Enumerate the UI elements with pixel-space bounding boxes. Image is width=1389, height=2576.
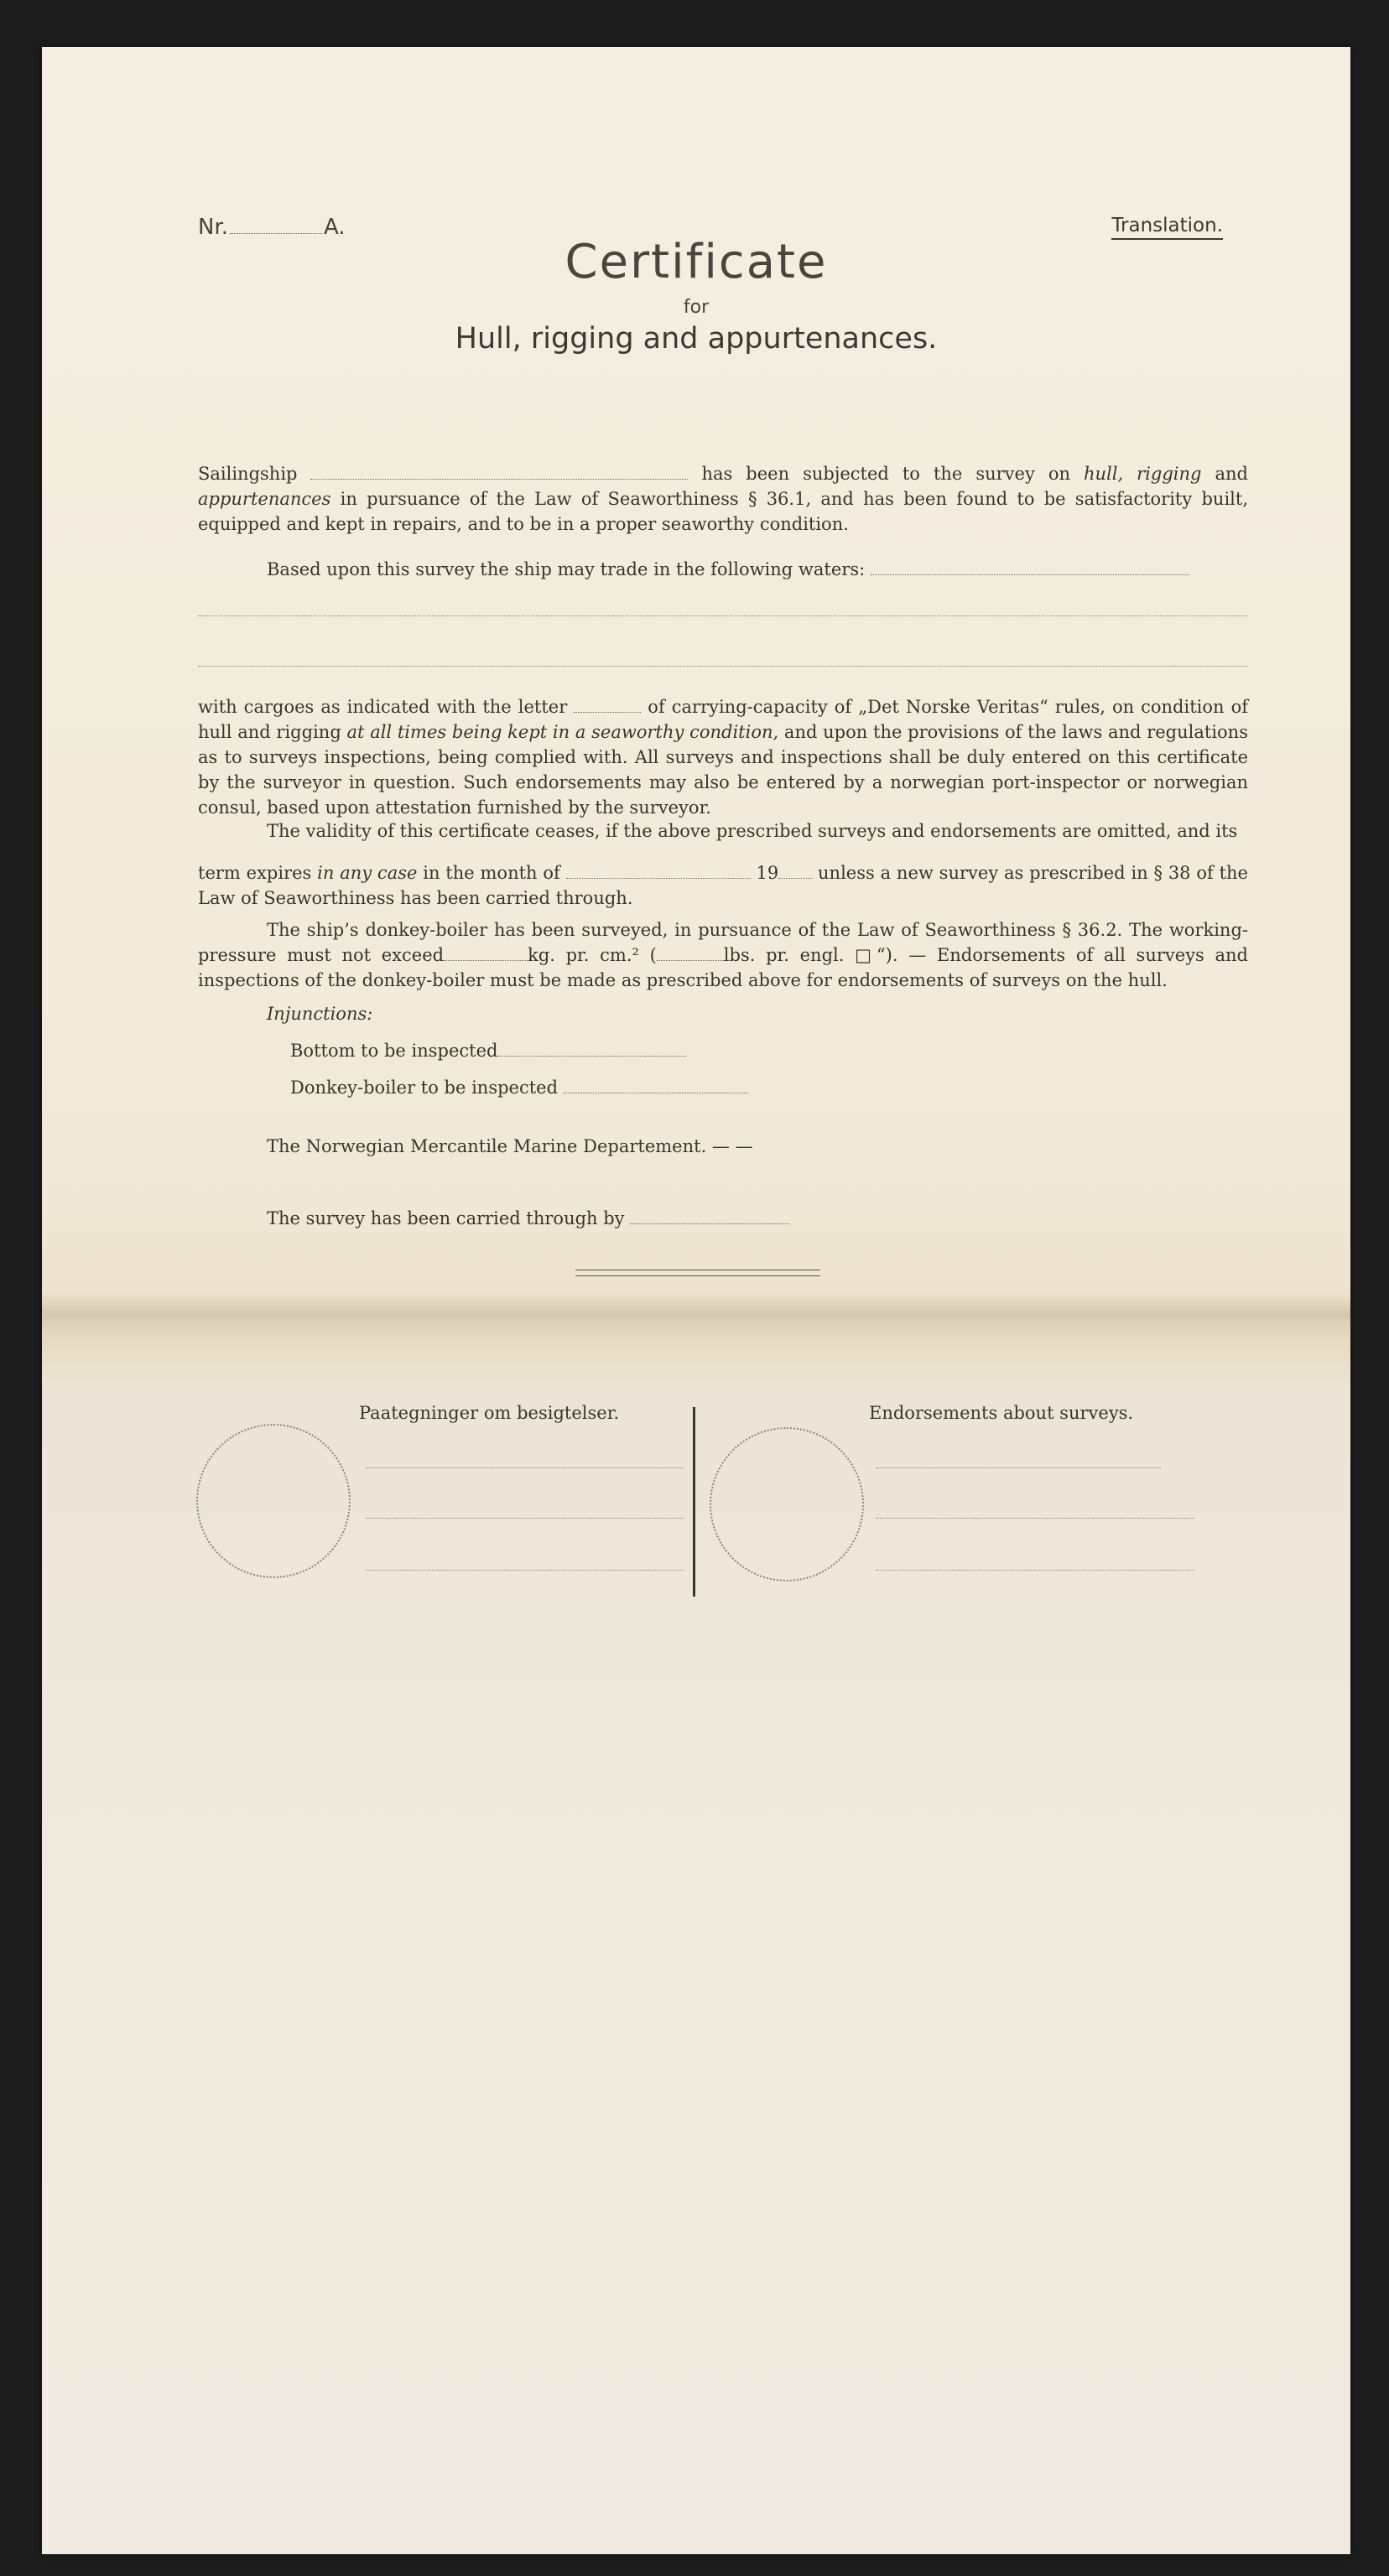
- stamp-circle-left: [196, 1424, 351, 1578]
- paragraph-cargoes: with cargoes as indicated with the letter of carrying-capacity of „Det Norske Veritas“ rules, on condition of hull and rigging at all times being kept in a seaworthy condition, and upon the provisions of the laws and regulations as to surveys inspections, being complied with. All surveys and inspections shall be duly entered on this certificate by the surveyor in question. Such endorsements may also be entered by a norwegian port-inspector or norwegian consul, based upon attestation furnished by the surveyor.: [198, 697, 1248, 818]
- endorsement-divider: [693, 1407, 695, 1597]
- endorsement-right-line-3: [876, 1570, 1194, 1571]
- endorsement-heading-norwegian: Paategninger om besigtelser.: [359, 1403, 620, 1423]
- donkey-blank: [564, 1076, 748, 1093]
- bottom-blank: [497, 1039, 686, 1057]
- endorsement-right-line-2: [876, 1518, 1194, 1519]
- endorsement-left-line-1: [366, 1467, 684, 1468]
- paragraph-validity: The validity of this certificate ceases, if the above prescribed surveys and endorsements are omitted, and its: [267, 821, 1238, 841]
- injunction-bottom: Bottom to be inspected: [290, 1038, 686, 1063]
- page-fold: [42, 1293, 1350, 1343]
- decorative-rule: [575, 1270, 820, 1276]
- waters-line-3: [198, 666, 1248, 667]
- nr-label: Nr.: [198, 215, 229, 240]
- pressure-kg-blank: [444, 943, 528, 961]
- surveyor-blank: [630, 1207, 789, 1224]
- survey-line: The survey has been carried through by: [267, 1206, 789, 1231]
- paragraph-donkey-boiler: The ship’s donkey-boiler has been surveyed, in pursuance of the Law of Seaworthiness § 36.2. The working-pressure must not exceed kg. pr. cm.² ( lbs. pr. engl. □“). — Endorsements of all surveys and inspections of the donkey-boiler must be made as prescribed above for endorsements of surveys on the hull.: [198, 920, 1249, 990]
- endorsement-left-line-3: [366, 1570, 684, 1571]
- title-for: for: [683, 297, 710, 318]
- injunction-donkey: Donkey-boiler to be inspected: [290, 1075, 748, 1100]
- stamp-circle-right: [710, 1427, 864, 1581]
- pressure-lbs-blank: [657, 943, 724, 961]
- waters-blank: [871, 558, 1189, 575]
- endorsement-left-line-2: [366, 1518, 684, 1519]
- paragraph-term: term expires in any case in the month of 19 unless a new survey as prescribed in § 38 of the Law of Seaworthiness has been carried through.: [198, 863, 1248, 908]
- translation-label: Translation.: [1111, 215, 1223, 240]
- endorsement-heading-english: Endorsements about surveys.: [869, 1403, 1134, 1423]
- paragraph-waters: Based upon this survey the ship may trade in the following waters:: [267, 557, 1248, 582]
- letter-blank: [574, 695, 641, 713]
- nr-suffix: A.: [324, 215, 346, 240]
- certificate-page: [42, 47, 1350, 2554]
- waters-line-2: [198, 615, 1248, 616]
- page-subtitle: Hull, rigging and appurtenances.: [455, 322, 938, 356]
- nr-blank: [230, 218, 322, 234]
- year-blank: [778, 861, 812, 879]
- endorsement-right-line-1: [876, 1467, 1161, 1468]
- paragraph-sailingship: Sailingship has been subjected to the survey on hull, rigging and appurtenances in pursuance of the Law of Seaworthiness § 36.1, and has been found to be satisfactority built, equipped and kept in repairs, and to be in a proper seaworthy condition.: [198, 464, 1248, 534]
- ship-name-blank: [310, 462, 688, 480]
- injunctions-heading: Injunctions:: [267, 1004, 373, 1024]
- department-line: The Norwegian Mercantile Marine Departement. — —: [267, 1136, 753, 1156]
- month-blank: [566, 861, 751, 879]
- page-title: Certificate: [564, 235, 828, 289]
